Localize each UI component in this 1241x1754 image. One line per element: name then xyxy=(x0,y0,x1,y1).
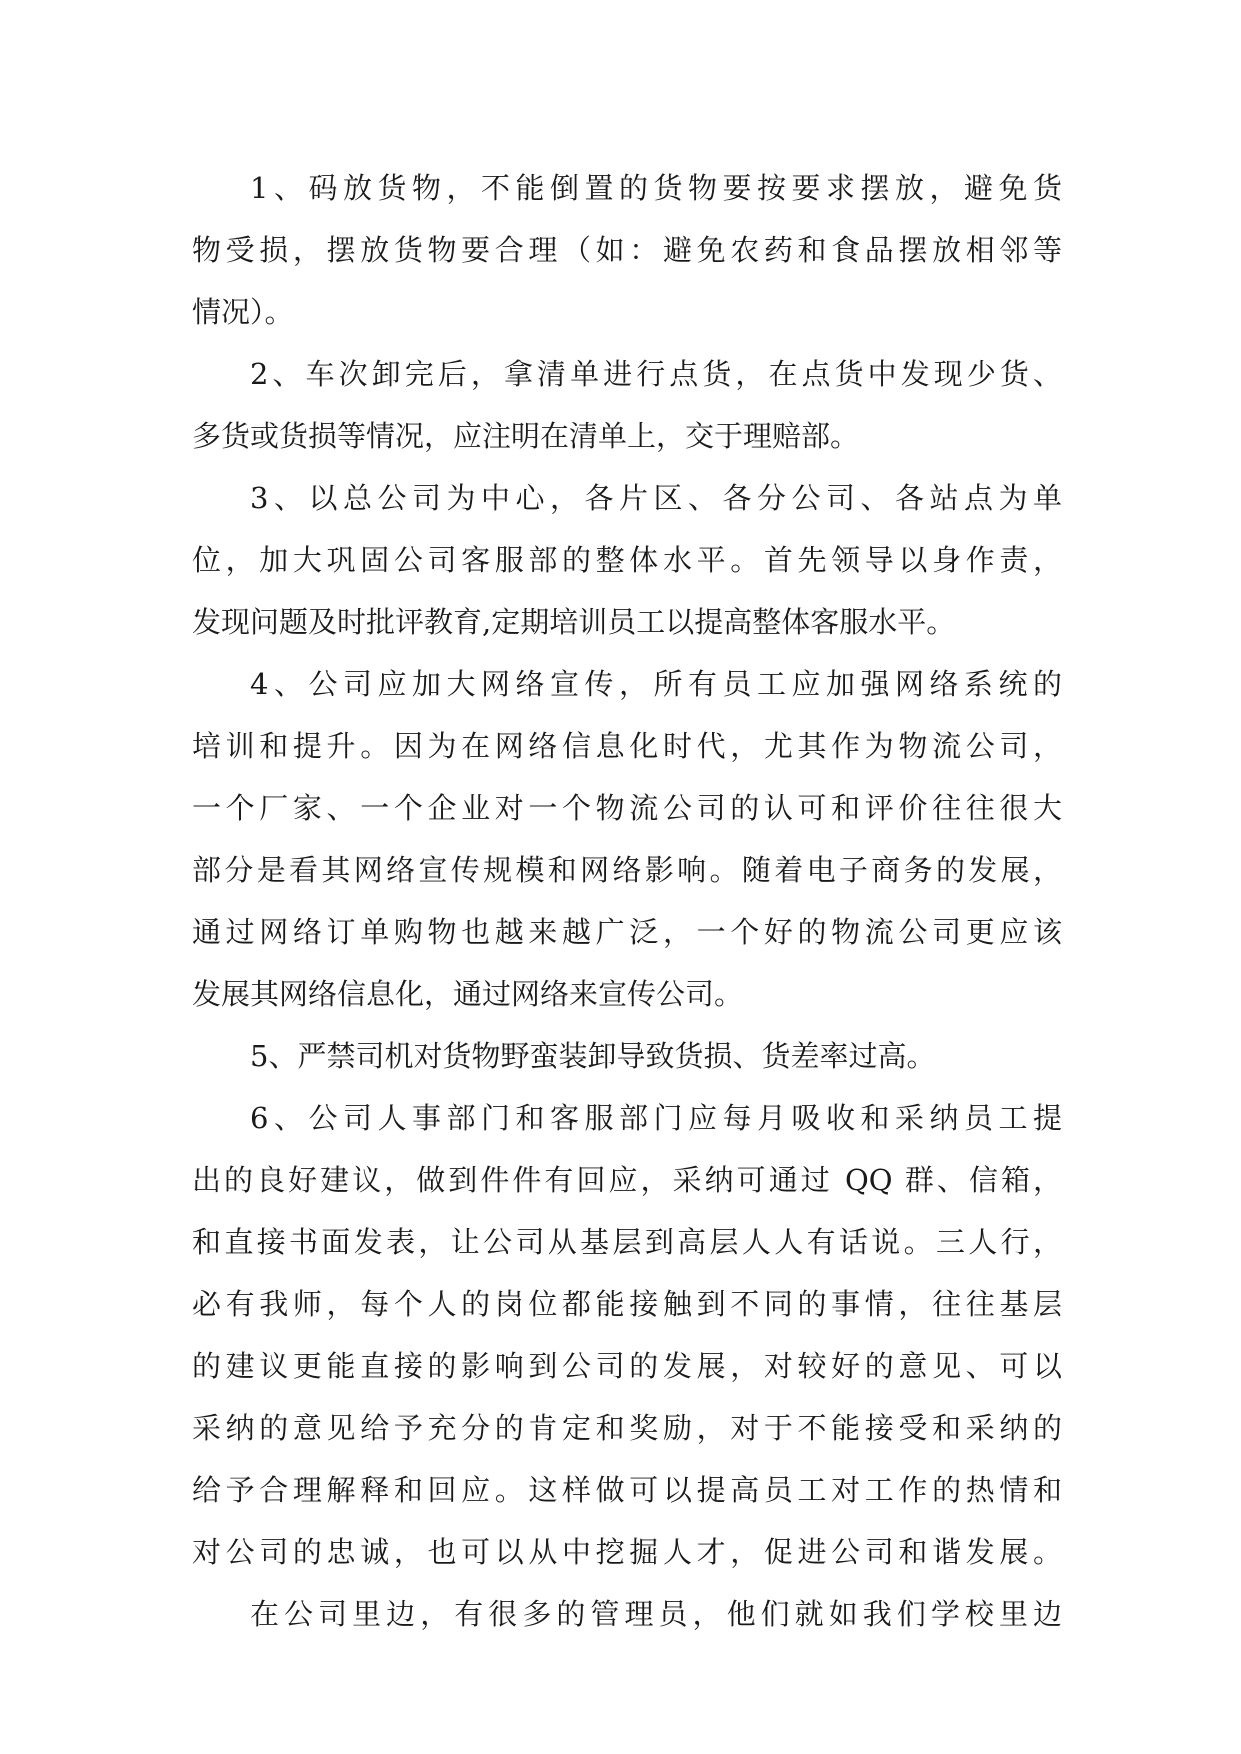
text-line: 给予合理解释和回应。这样做可以提高员工对工作的热情和 xyxy=(192,1473,1062,1507)
text-line: 在公司里边，有很多的管理员，他们就如我们学校里边 xyxy=(250,1597,1062,1631)
text-line: 一个厂家、一个企业对一个物流公司的认可和评价往往很大 xyxy=(192,791,1062,825)
paragraph-1 xyxy=(192,157,1062,343)
text-line: 多货或货损等情况，应注明在清单上，交于理赔部。 xyxy=(192,419,860,453)
text-line: 4、公司应加大网络宣传，所有员工应加强网络系统的 xyxy=(250,667,1062,701)
text-line: 5、严禁司机对货物野蛮装卸导致货损、货差率过高。 xyxy=(250,1039,936,1073)
text-line: 必有我师，每个人的岗位都能接触到不同的事情，往往基层 xyxy=(192,1287,1062,1321)
text-line: 发现问题及时批评教育,定期培训员工以提高整体客服水平。 xyxy=(192,605,956,639)
text-line: 通过网络订单购物也越来越广泛，一个好的物流公司更应该 xyxy=(192,915,1062,949)
text-line: 和直接书面发表，让公司从基层到高层人人有话说。三人行， xyxy=(192,1225,1062,1259)
text-line: 情况）。 xyxy=(192,295,294,329)
paragraph-7 xyxy=(192,1583,1062,1645)
text-line: 2、车次卸完后，拿清单进行点货，在点货中发现少货、 xyxy=(250,357,1062,391)
text-line: 位，加大巩固公司客服部的整体水平。首先领导以身作责， xyxy=(192,543,1062,577)
text-line: 3、以总公司为中心，各片区、各分公司、各站点为单 xyxy=(250,481,1062,515)
text-line: 物受损，摆放货物要合理（如：避免农药和食品摆放相邻等 xyxy=(192,233,1062,267)
paragraph-3 xyxy=(192,467,1062,653)
text-line: 发展其网络信息化，通过网络来宣传公司。 xyxy=(192,977,744,1011)
text-line: 的建议更能直接的影响到公司的发展，对较好的意见、可以 xyxy=(192,1349,1062,1383)
text-line: 出的良好建议，做到件件有回应，采纳可通过 QQ 群、信箱， xyxy=(192,1163,1062,1197)
text-line: 部分是看其网络宣传规模和网络影响。随着电子商务的发展， xyxy=(192,853,1062,887)
paragraph-6 xyxy=(192,1087,1062,1583)
text-line: 对公司的忠诚，也可以从中挖掘人才，促进公司和谐发展。 xyxy=(192,1535,1062,1569)
text-line: 1、码放货物，不能倒置的货物要按要求摆放，避免货 xyxy=(250,171,1062,205)
document-body xyxy=(192,157,1062,1645)
paragraph-5 xyxy=(192,1025,1062,1087)
paragraph-4 xyxy=(192,653,1062,1025)
text-line: 采纳的意见给予充分的肯定和奖励，对于不能接受和采纳的 xyxy=(192,1411,1062,1445)
text-line: 培训和提升。因为在网络信息化时代，尤其作为物流公司， xyxy=(192,729,1062,763)
paragraph-2 xyxy=(192,343,1062,467)
text-line: 6、公司人事部门和客服部门应每月吸收和采纳员工提 xyxy=(250,1101,1062,1135)
